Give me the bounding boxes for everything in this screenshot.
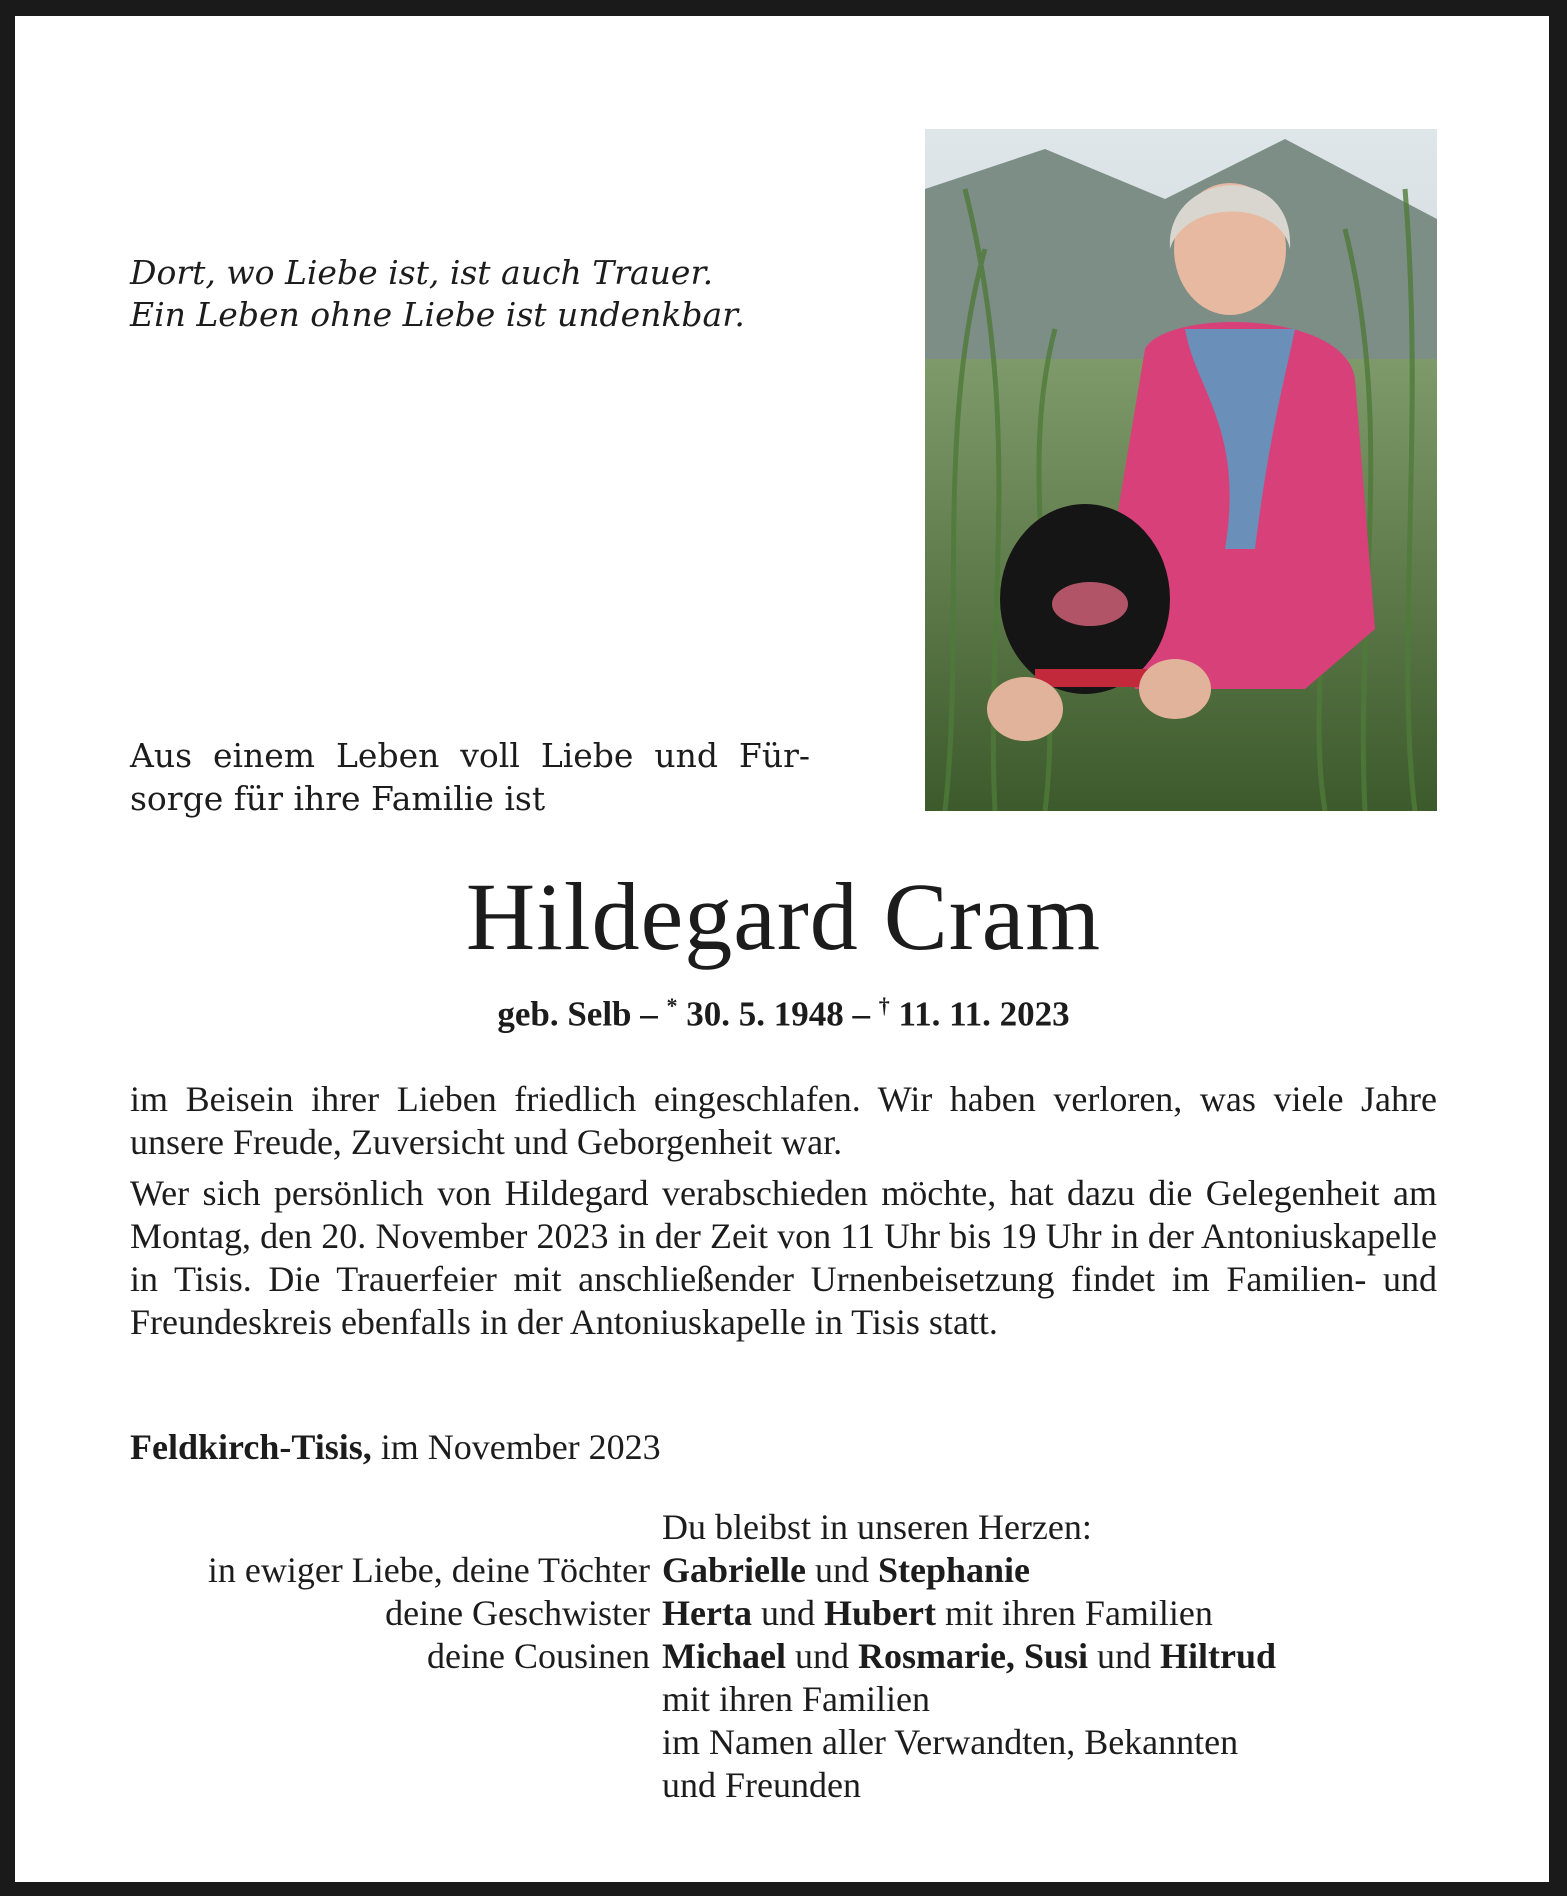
intro-line-1 [130,734,810,777]
place: Feldkirch-Tisis, [130,1427,372,1467]
portrait-photo [925,129,1437,811]
cousin-name: Rosmarie, [857,1636,1015,1676]
conjunction: und [785,1636,858,1676]
cousin-name: Michael [662,1636,786,1676]
birth-date: 30. 5. 1948 [677,994,844,1034]
daughters-label: in ewiger Liebe, deine Töchter [207,1550,650,1590]
motto-line-1: Dort, wo Liebe ist, ist auch Trauer. [130,253,714,292]
intro-word: voll [460,736,520,775]
siblings-label: deine Geschwister [385,1593,650,1633]
intro-word: Leben [336,736,440,775]
intro-word: Für- [738,736,810,775]
signature-row-closing-1 [130,1721,1437,1764]
signature-row-daughters [130,1549,1437,1592]
intro-word: einem [212,736,316,775]
date: im November 2023 [371,1427,661,1467]
intro-line-2: sorge für ihre Familie ist [130,779,546,818]
signature-row-cousins-suffix [130,1678,1437,1721]
intro-text [130,734,810,820]
signature-heading-row [130,1506,1437,1549]
separator: – [631,994,667,1034]
cousin-name: Hiltrud [1160,1636,1277,1676]
death-date: 11. 11. 2023 [889,994,1070,1034]
siblings-suffix: mit ihren Familien [935,1593,1213,1633]
cousins-suffix: mit ihren Familien [662,1679,930,1719]
sibling-name: Herta [662,1593,752,1633]
closing-line-2: und Freunden [662,1765,861,1805]
cousins-label: deine Cousinen [427,1636,650,1676]
place-date [130,1426,661,1468]
space [1015,1636,1024,1676]
conjunction: und [751,1593,824,1633]
birth-symbol: * [666,993,678,1018]
born-name: geb. Selb [497,994,632,1034]
motto-quote [130,252,770,336]
cross-icon: † [878,993,890,1018]
signature-row-cousins [130,1635,1437,1678]
daughter-name: Gabrielle [662,1550,806,1590]
conjunction: und [1088,1636,1160,1676]
conjunction: und [805,1550,878,1590]
signature-block [130,1506,1437,1807]
signature-row-closing-2 [130,1764,1437,1807]
paragraph-farewell: Wer sich persönlich von Hildegard verabschieden möchte, hat dazu die Gelegenheit am Montag, den 20. November 2023 in der Zeit von 11 Uhr bis 19 Uhr in der Antoniuskapelle in Tisis. Die Trauerfeier mit anschließender Urnenbeisetzung findet im Familien- und Freundeskreis ebenfalls in der Antoniuskapelle in Tisis statt. [130,1173,1437,1342]
motto-line-2: Ein Leben ohne Liebe ist undenkbar. [130,295,745,334]
deceased-name: Hildegard Cram [465,863,1102,970]
paragraph-passing: im Beisein ihrer Lieben friedlich eingeschlafen. Wir haben verloren, was viele Jahre unsere Freude, Zuversicht und Geborgenheit war. [130,1079,1437,1162]
life-dates [0,993,1567,1035]
signature-heading: Du bleibst in unseren Herzen: [662,1507,1092,1547]
daughter-name: Stephanie [877,1550,1031,1590]
sibling-name: Hubert [823,1593,936,1633]
signature-row-siblings [130,1592,1437,1635]
intro-word: und [654,736,719,775]
separator: – [843,994,879,1034]
intro-word: Aus [130,736,193,775]
intro-word: Liebe [540,736,634,775]
cousin-name: Susi [1023,1636,1088,1676]
closing-line-1: im Namen aller Verwandten, Bekannten [662,1722,1239,1762]
